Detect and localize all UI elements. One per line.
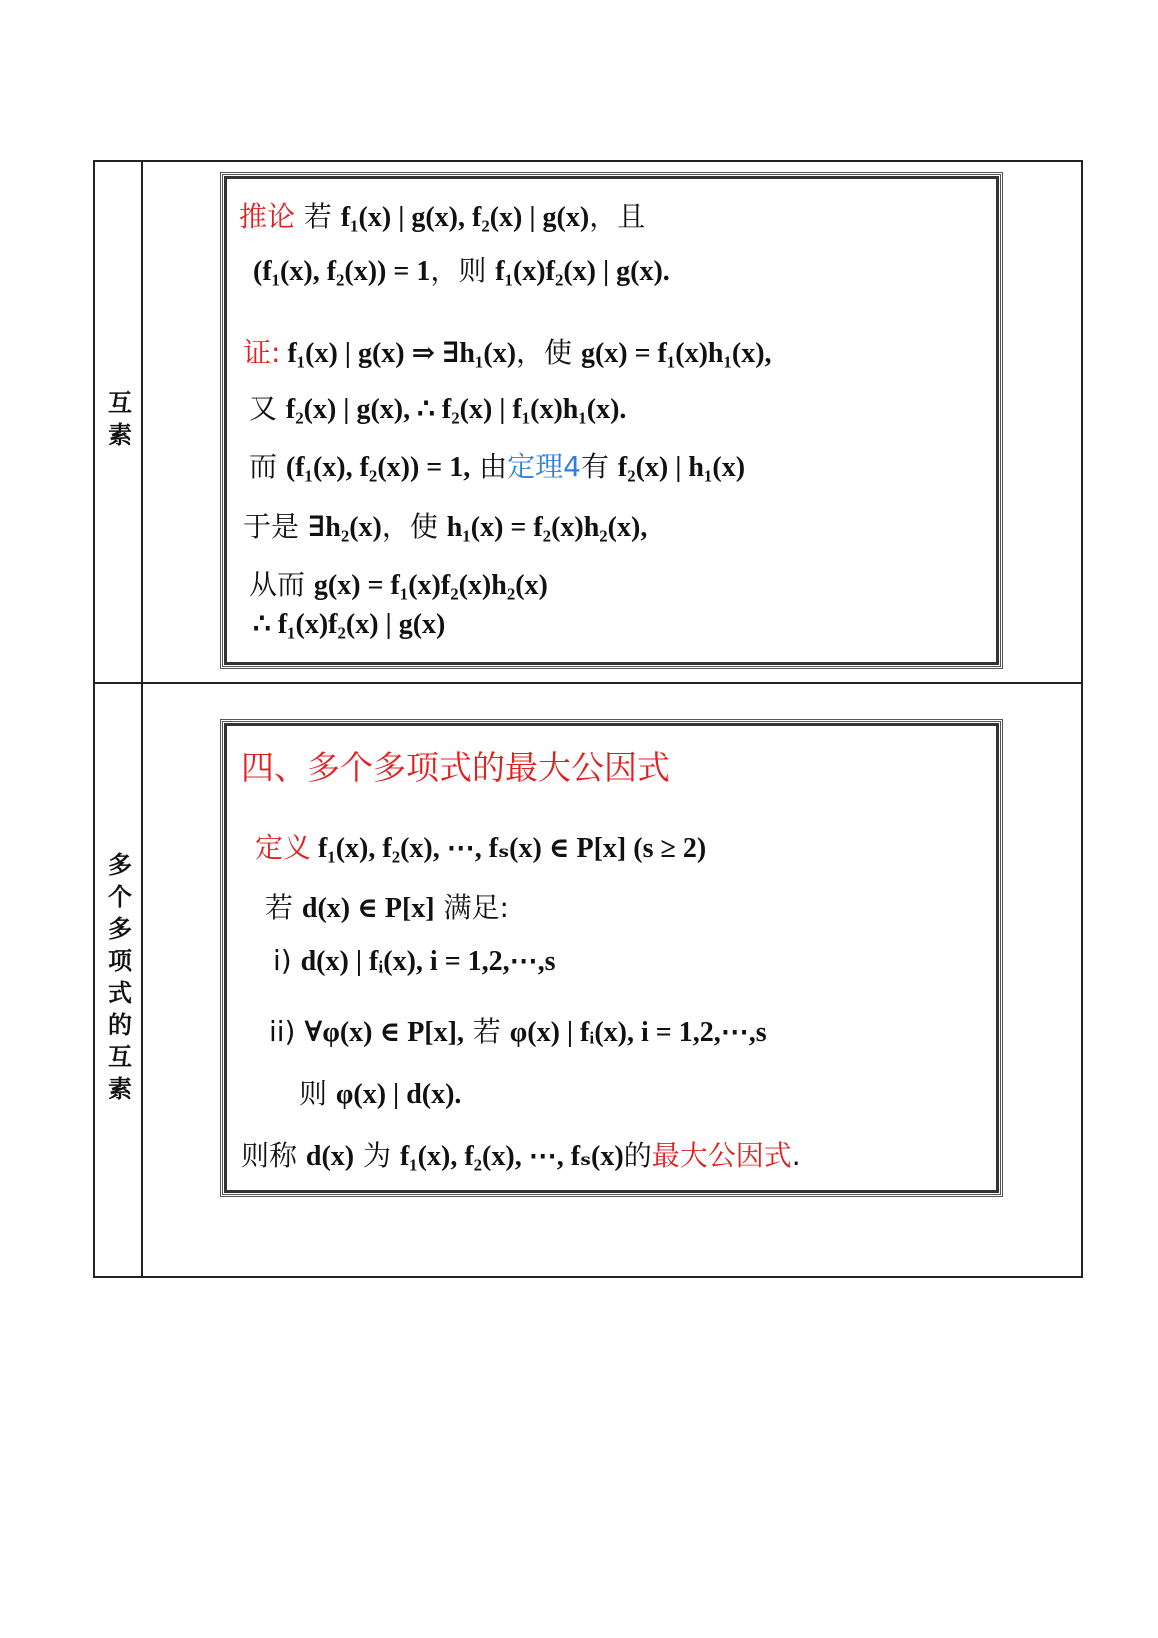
text-segment: 从而 — [249, 568, 314, 601]
text-segment: ∴ f₁(x)f₂(x) | g(x) — [253, 609, 446, 640]
text-line — [273, 944, 556, 978]
text-segment: i) — [273, 944, 301, 977]
section-heading: 四、多个多项式的最大公因式 — [241, 748, 670, 787]
text-segment: 定理4 — [507, 450, 581, 483]
text-segment: ii) — [269, 1015, 305, 1048]
row-label: 多个多项式的互素 — [103, 852, 132, 1108]
text-segment: 若 — [463, 1015, 510, 1048]
text-segment: 若 — [265, 891, 302, 924]
text-segment: 而 — [249, 450, 286, 483]
text-line — [269, 1010, 767, 1050]
text-segment: ，且 — [589, 200, 646, 233]
text-segment: 满足: — [434, 891, 509, 924]
definition-panel — [220, 719, 1003, 1197]
text-segment: 的 — [623, 1139, 652, 1172]
text-segment: 若 — [295, 200, 341, 233]
text-segment: (f₁(x), f₂(x)) = 1 — [253, 256, 431, 287]
text-segment: 为 — [354, 1139, 400, 1172]
text-segment: h₁(x) = f₂(x)h₂(x), — [446, 512, 648, 543]
text-segment: 由 — [470, 450, 508, 483]
corollary-panel — [220, 172, 1003, 669]
text-line — [241, 1134, 801, 1174]
text-segment: f₁(x), f₂(x), ⋯, fₛ(x) ∈ P[x] (s ≥ 2) — [311, 833, 707, 864]
text-segment: . — [791, 1139, 801, 1172]
text-line — [249, 563, 548, 603]
text-segment: 证: — [243, 336, 281, 369]
text-segment: 有 — [580, 450, 618, 483]
text-segment: g(x) = f₁(x)f₂(x)h₂(x) — [313, 570, 548, 601]
text-line — [243, 331, 772, 371]
row-label-cell — [95, 684, 143, 1276]
text-segment: f₁(x) | g(x) ⇒ ∃h₁(x) — [280, 338, 517, 369]
text-segment: f₁(x), f₂(x), ⋯, fₛ(x) — [399, 1141, 624, 1172]
text-line — [249, 387, 626, 427]
text-segment: 定义 — [255, 831, 312, 864]
text-segment: φ(x) | d(x). — [335, 1079, 462, 1110]
text-line — [255, 826, 706, 866]
text-segment: 最大公因式 — [651, 1139, 792, 1172]
text-segment: 于是 — [243, 510, 308, 543]
row-label: 互素 — [103, 390, 132, 454]
text-segment: (f₁(x), f₂(x)) = 1, — [285, 452, 471, 483]
text-segment: ∃h₂(x) — [307, 512, 382, 543]
text-segment: 则称 — [241, 1139, 306, 1172]
table-row — [95, 162, 1081, 684]
text-segment: ，使 — [516, 336, 581, 369]
text-segment: ，使 — [381, 510, 447, 543]
row-label-cell — [95, 162, 143, 682]
text-line — [243, 505, 647, 545]
text-segment: φ(x) | fᵢ(x), i = 1,2,⋯,s — [509, 1017, 767, 1048]
table — [93, 160, 1083, 1278]
text-segment: f₁(x) | g(x), f₂(x) | g(x) — [340, 202, 590, 233]
text-segment: 又 — [249, 392, 286, 425]
text-segment: f₂(x) | h₁(x) — [617, 452, 746, 483]
text-segment: 则 — [299, 1077, 336, 1110]
text-line — [253, 607, 445, 641]
text-line — [249, 445, 745, 485]
text-segment: 推论 — [239, 200, 296, 233]
text-line — [253, 249, 670, 289]
text-segment: d(x) — [305, 1141, 355, 1172]
text-segment: g(x) = f₁(x)h₁(x), — [580, 338, 772, 369]
text-segment: f₁(x)f₂(x) | g(x). — [495, 256, 670, 287]
text-segment: ，则 — [430, 254, 496, 287]
text-segment: ∀φ(x) ∈ P[x], — [304, 1017, 464, 1048]
text-line — [239, 195, 645, 235]
text-line — [299, 1072, 461, 1112]
text-line — [265, 886, 509, 926]
text-segment: d(x) | fᵢ(x), i = 1,2,⋯,s — [300, 946, 556, 977]
text-segment: f₂(x) | g(x), ∴ f₂(x) | f₁(x)h₁(x). — [285, 394, 627, 425]
text-segment: d(x) ∈ P[x] — [301, 893, 435, 924]
table-row — [95, 684, 1081, 1276]
